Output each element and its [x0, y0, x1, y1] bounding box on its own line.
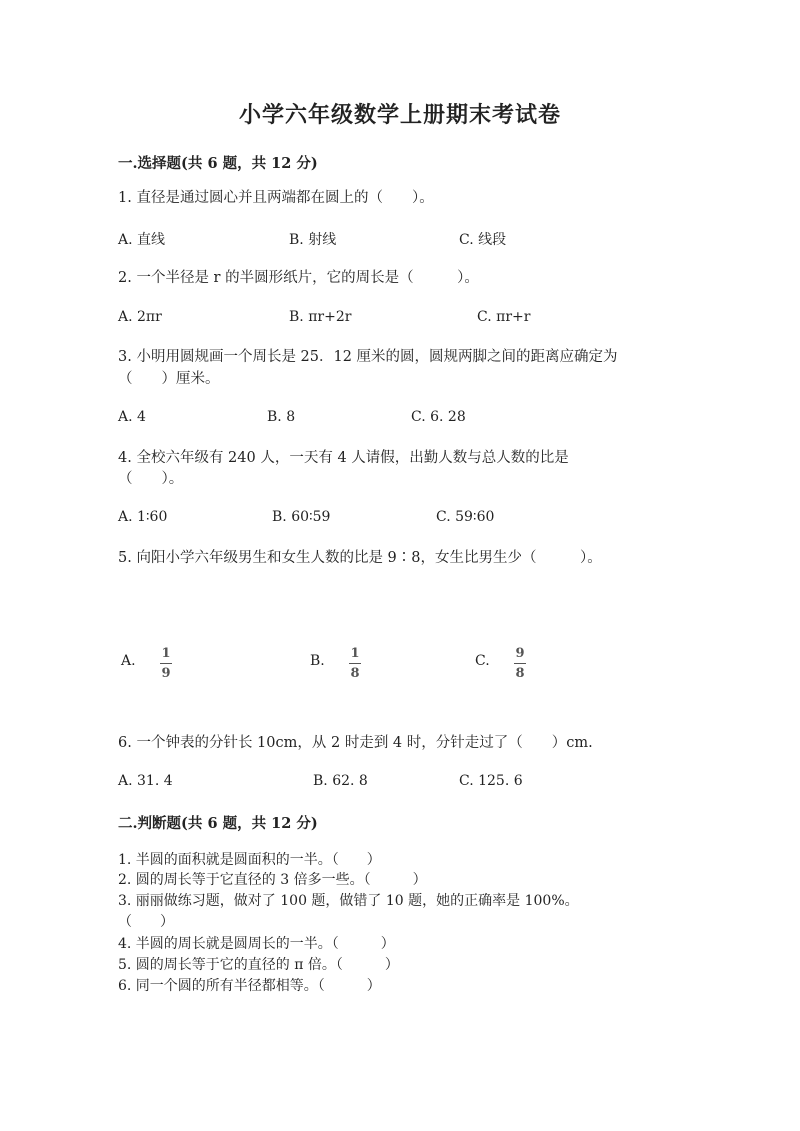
fraction-denominator: 8: [515, 666, 525, 681]
q4-option-b: B. 60∶59: [272, 509, 331, 525]
q3-option-c: C. 6. 28: [411, 409, 466, 425]
question-3-line-2: （ ）厘米。: [118, 371, 220, 387]
q5-option-b-label: B.: [310, 653, 325, 669]
q5-option-c-label: C.: [475, 653, 490, 669]
fraction-denominator: 9: [161, 666, 171, 681]
judgment-5: 5. 圆的周长等于它的直径的 π 倍。（ ）: [118, 957, 399, 973]
q4-option-a: A. 1∶60: [118, 509, 168, 525]
q6-option-a: A. 31. 4: [118, 773, 173, 789]
q2-option-c: C. πr+r: [477, 309, 531, 325]
q6-option-c: C. 125. 6: [459, 773, 523, 789]
question-5: 5. 向阳小学六年级男生和女生人数的比是 9∶8，女生比男生少（ ）。: [118, 550, 602, 566]
section-heading-choice: 一.选择题(共 6 题，共 12 分): [118, 155, 318, 172]
judgment-1: 1. 半圆的面积就是圆面积的一半。（ ）: [118, 852, 381, 868]
fraction-bar: [160, 663, 172, 664]
fraction-numerator: 1: [350, 646, 360, 661]
question-3-line-1: 3. 小明用圆规画一个周长是 25．12 厘米的圆，圆规两脚之间的距离应确定为: [118, 349, 618, 365]
q5-option-a-label: A.: [121, 653, 136, 669]
q5-option-c-fraction: [514, 646, 526, 681]
page-title: 小学六年级数学上册期末考试卷: [238, 102, 561, 128]
question-6: 6. 一个钟表的分针长 10cm，从 2 时走到 4 时，分针走过了（ ）cm.: [118, 735, 593, 751]
q6-option-b: B. 62. 8: [313, 773, 368, 789]
q1-option-a: A. 直线: [118, 232, 166, 248]
fraction-numerator: 1: [161, 646, 171, 661]
fraction-denominator: 8: [350, 666, 360, 681]
fraction-numerator: 9: [515, 646, 525, 661]
q3-option-a: A. 4: [118, 409, 146, 425]
q1-option-c: C. 线段: [459, 232, 507, 248]
q5-option-a-fraction: [160, 646, 172, 681]
q2-option-b: B. πr+2r: [289, 309, 352, 325]
judgment-2: 2. 圆的周长等于它直径的 3 倍多一些。（ ）: [118, 872, 427, 888]
q4-option-c: C. 59∶60: [436, 509, 495, 525]
judgment-3-line-2: （ ）: [118, 914, 174, 930]
judgment-3-line-1: 3. 丽丽做练习题，做对了 100 题，做错了 10 题，她的正确率是 100%。: [118, 893, 579, 909]
judgment-6: 6. 同一个圆的所有半径都相等。（ ）: [118, 978, 381, 994]
fraction-bar: [349, 663, 361, 664]
q5-option-b-fraction: [349, 646, 361, 681]
section-heading-judgment: 二.判断题(共 6 题，共 12 分): [118, 815, 318, 832]
question-2: 2. 一个半径是 r 的半圆形纸片，它的周长是（ ）。: [118, 270, 479, 286]
question-4-line-2: （ ）。: [118, 471, 184, 487]
q3-option-b: B. 8: [267, 409, 296, 425]
judgment-4: 4. 半圆的周长就是圆周长的一半。（ ）: [118, 936, 395, 952]
q1-option-b: B. 射线: [289, 232, 337, 248]
fraction-bar: [514, 663, 526, 664]
question-1: 1. 直径是通过圆心并且两端都在圆上的（ ）。: [118, 190, 434, 206]
question-4-line-1: 4. 全校六年级有 240 人，一天有 4 人请假，出勤人数与总人数的比是: [118, 450, 569, 466]
q2-option-a: A. 2πr: [118, 309, 162, 325]
